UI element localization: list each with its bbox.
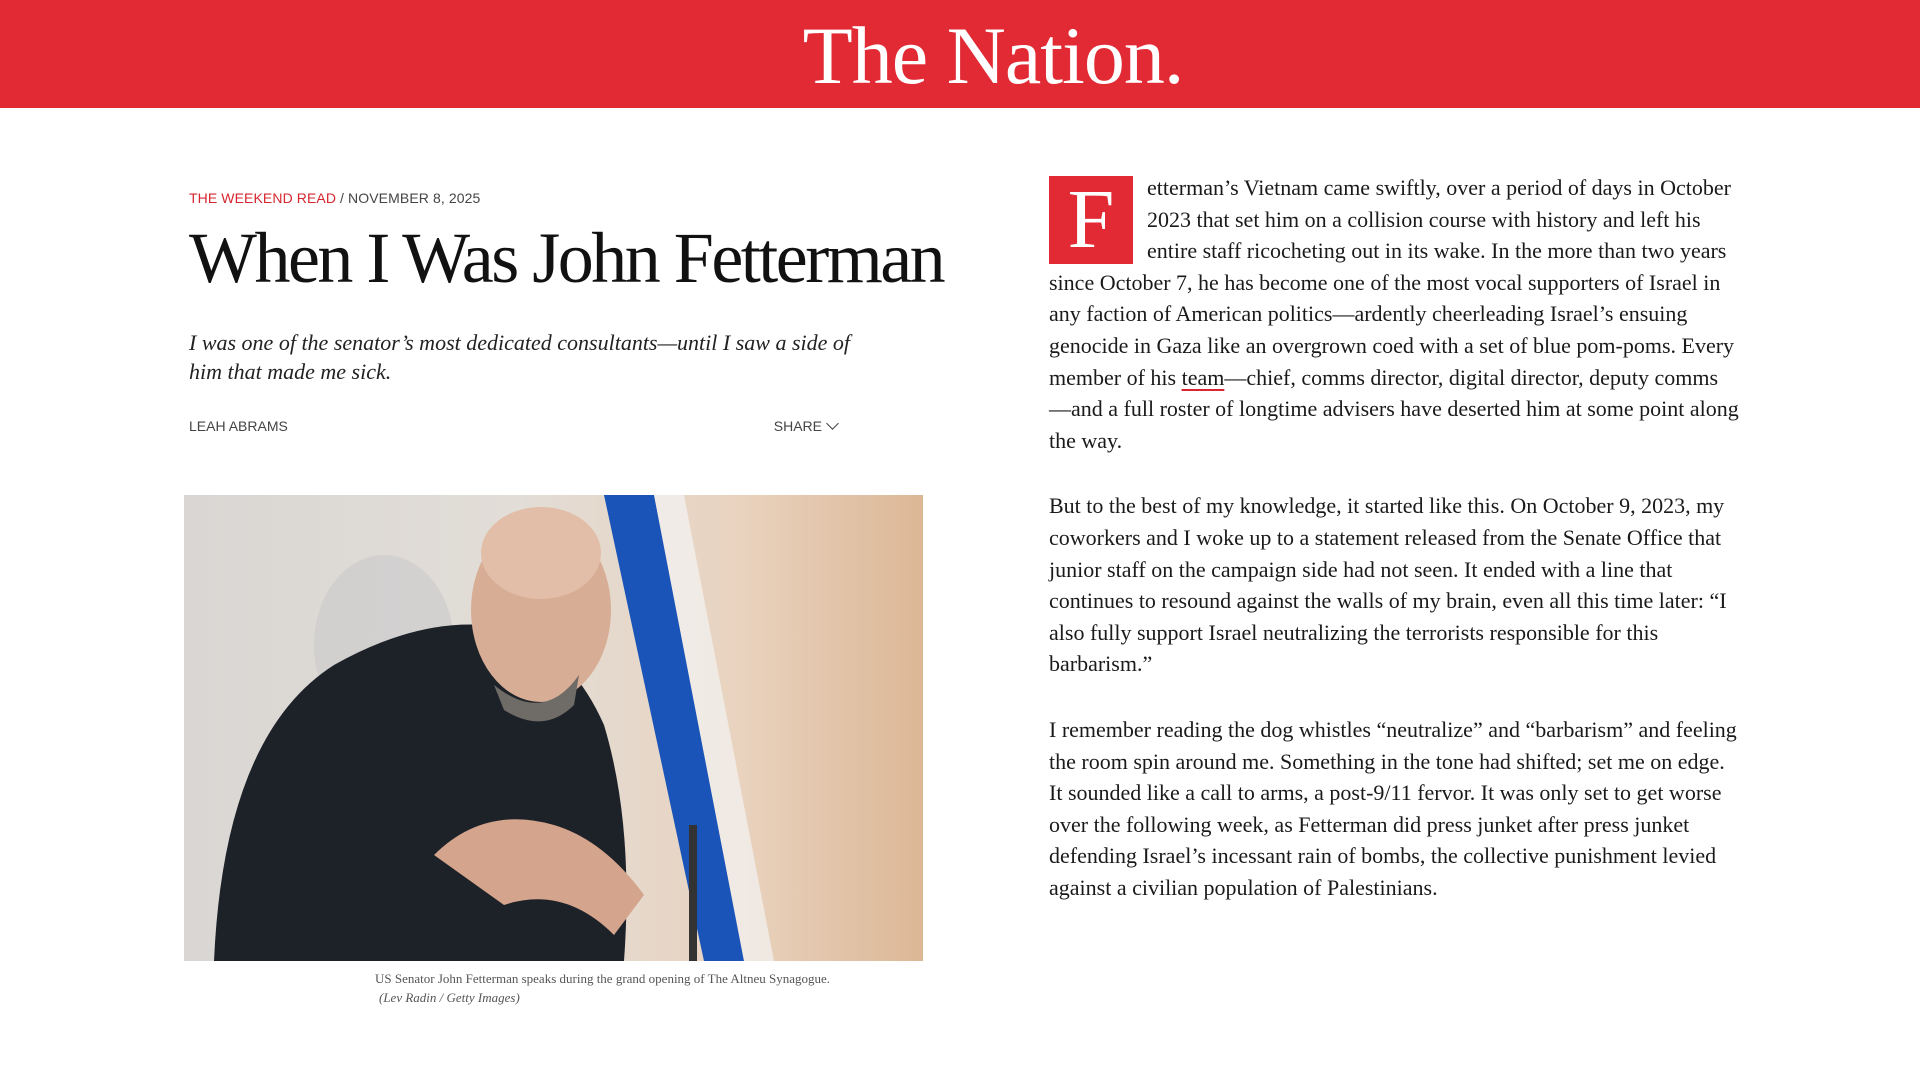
site-logo[interactable]: The Nation. bbox=[802, 10, 1184, 101]
publish-date: NOVEMBER 8, 2025 bbox=[348, 190, 481, 206]
kicker bbox=[189, 190, 989, 206]
senator-photo-illustration bbox=[184, 495, 923, 961]
caption-text: US Senator John Fetterman speaks during the grand opening of The Altneu Synagogue. bbox=[375, 971, 831, 986]
paragraph-1-text-a: etterman’s Vietnam came swiftly, over a period of days in October 2023 that set him on a collision course with history and left his entire staff ricocheting out in its wake. In the more than two years since October 7, he has become one of the most vocal supporters of Israel in any faction of American politics—ardently cheerleading Israel’s ensuing genocide in Gaza like an overgrown coed with a set of blue pom-poms. Every member of his bbox=[1049, 175, 1735, 390]
section-link[interactable]: THE WEEKEND READ bbox=[189, 190, 337, 206]
chevron-down-icon bbox=[826, 417, 839, 430]
share-label: SHARE bbox=[773, 418, 822, 434]
drop-cap: F bbox=[1049, 176, 1133, 264]
byline-row bbox=[189, 418, 837, 434]
author-link[interactable]: LEAH ABRAMS bbox=[189, 418, 288, 434]
photo-credit: (Lev Radin / Getty Images) bbox=[379, 990, 520, 1005]
paragraph-1-text-b: —chief, comms director, digital director, deputy comms—and a full roster of longtime advisers have deserted him at some point along the way. bbox=[1049, 364, 1739, 453]
masthead bbox=[0, 0, 1920, 108]
article-dek: I was one of the senator’s most dedicated consultants—until I saw a side of him that made me sick. bbox=[189, 330, 850, 384]
photo-caption bbox=[375, 969, 935, 1007]
paragraph-3: I remember reading the dog whistles “neutralize” and “barbarism” and feeling the room spin around me. Something in the tone had shifted; set me on edge. It sounded like a call to arms, a post-9/11 fervor. It was only set to get worse over the following week, as Fetterman did press junket after press junket defending Israel’s incessant rain of bombs, the collective punishment levied against a civilian population of Palestinians. bbox=[1049, 716, 1737, 900]
share-button[interactable] bbox=[774, 418, 837, 434]
kicker-separator: / bbox=[336, 190, 349, 206]
team-link[interactable]: team bbox=[1181, 364, 1225, 390]
article-body bbox=[1049, 172, 1739, 937]
article-title: When I Was John Fetterman bbox=[189, 218, 944, 298]
lead-photo bbox=[184, 495, 923, 961]
article-header bbox=[189, 190, 989, 434]
paragraph-2: But to the best of my knowledge, it started like this. On October 9, 2023, my coworkers and I woke up to a statement released from the Senate Office that junior staff on the campaign side had not seen. It ended with a line that continues to resound against the walls of my brain, even all this time later: “I also fully support Israel neutralizing the terrorists responsible for this barbarism.” bbox=[1049, 493, 1727, 677]
paragraph-1 bbox=[1049, 172, 1739, 456]
